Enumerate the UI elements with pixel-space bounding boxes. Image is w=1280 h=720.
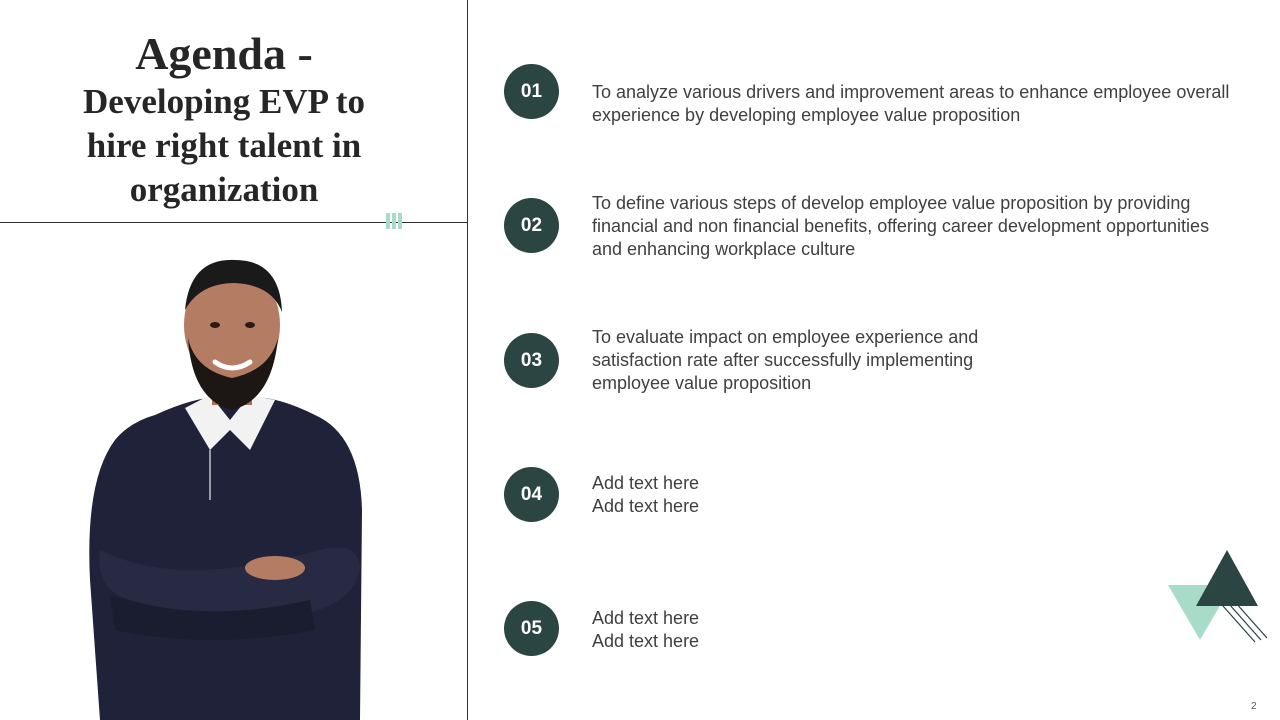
- agenda-text-line: satisfaction rate after successfully implementing: [592, 350, 974, 370]
- agenda-text-line: experience by developing employee value proposition: [592, 105, 1021, 125]
- agenda-item: [504, 601, 1264, 661]
- triangle-decoration-icon: [1165, 548, 1270, 648]
- agenda-text-line: and enhancing workplace culture: [592, 239, 856, 259]
- agenda-text-line: Add text here: [592, 473, 700, 493]
- slide-title: [30, 28, 418, 212]
- agenda-text-line: Add text here: [592, 608, 700, 628]
- agenda-item-text: [592, 192, 1209, 261]
- vertical-divider: [467, 0, 468, 720]
- agenda-item-text: [592, 326, 978, 395]
- title-subtitle: [30, 80, 418, 212]
- agenda-text-line: Add text here: [592, 631, 700, 651]
- dots-accent-icon: [386, 213, 406, 229]
- agenda-item-text: [592, 607, 699, 653]
- person-photo: [60, 250, 400, 720]
- agenda-text-line: employee value proposition: [592, 373, 812, 393]
- agenda-text-line: financial and non financial benefits, offering career development opportunities: [592, 216, 1210, 236]
- agenda-number-badge: 05: [504, 601, 559, 656]
- agenda-text-line: Add text here: [592, 496, 700, 516]
- agenda-number-badge: 02: [504, 198, 559, 253]
- agenda-number-badge: 01: [504, 64, 559, 119]
- agenda-item: [504, 327, 1264, 393]
- agenda-text-line: To define various steps of develop employee value proposition by providing: [592, 193, 1191, 213]
- agenda-text-line: To analyze various drivers and improvement areas to enhance employee overall: [592, 82, 1230, 102]
- agenda-number-badge: 04: [504, 467, 559, 522]
- page-number: 2: [1251, 701, 1257, 712]
- title-subtitle-line: Developing EVP to: [83, 82, 365, 121]
- agenda-item: [504, 467, 1264, 527]
- agenda-item-text: [592, 81, 1229, 127]
- agenda-number-badge: 03: [504, 333, 559, 388]
- title-subtitle-line: organization: [129, 170, 319, 209]
- agenda-item-text: [592, 472, 699, 518]
- agenda-text-line: To evaluate impact on employee experience and: [592, 327, 979, 347]
- agenda-item: [504, 64, 1264, 124]
- title-subtitle-line: hire right talent in: [86, 126, 362, 165]
- agenda-item: [504, 193, 1264, 259]
- title-main: Agenda -: [135, 28, 313, 79]
